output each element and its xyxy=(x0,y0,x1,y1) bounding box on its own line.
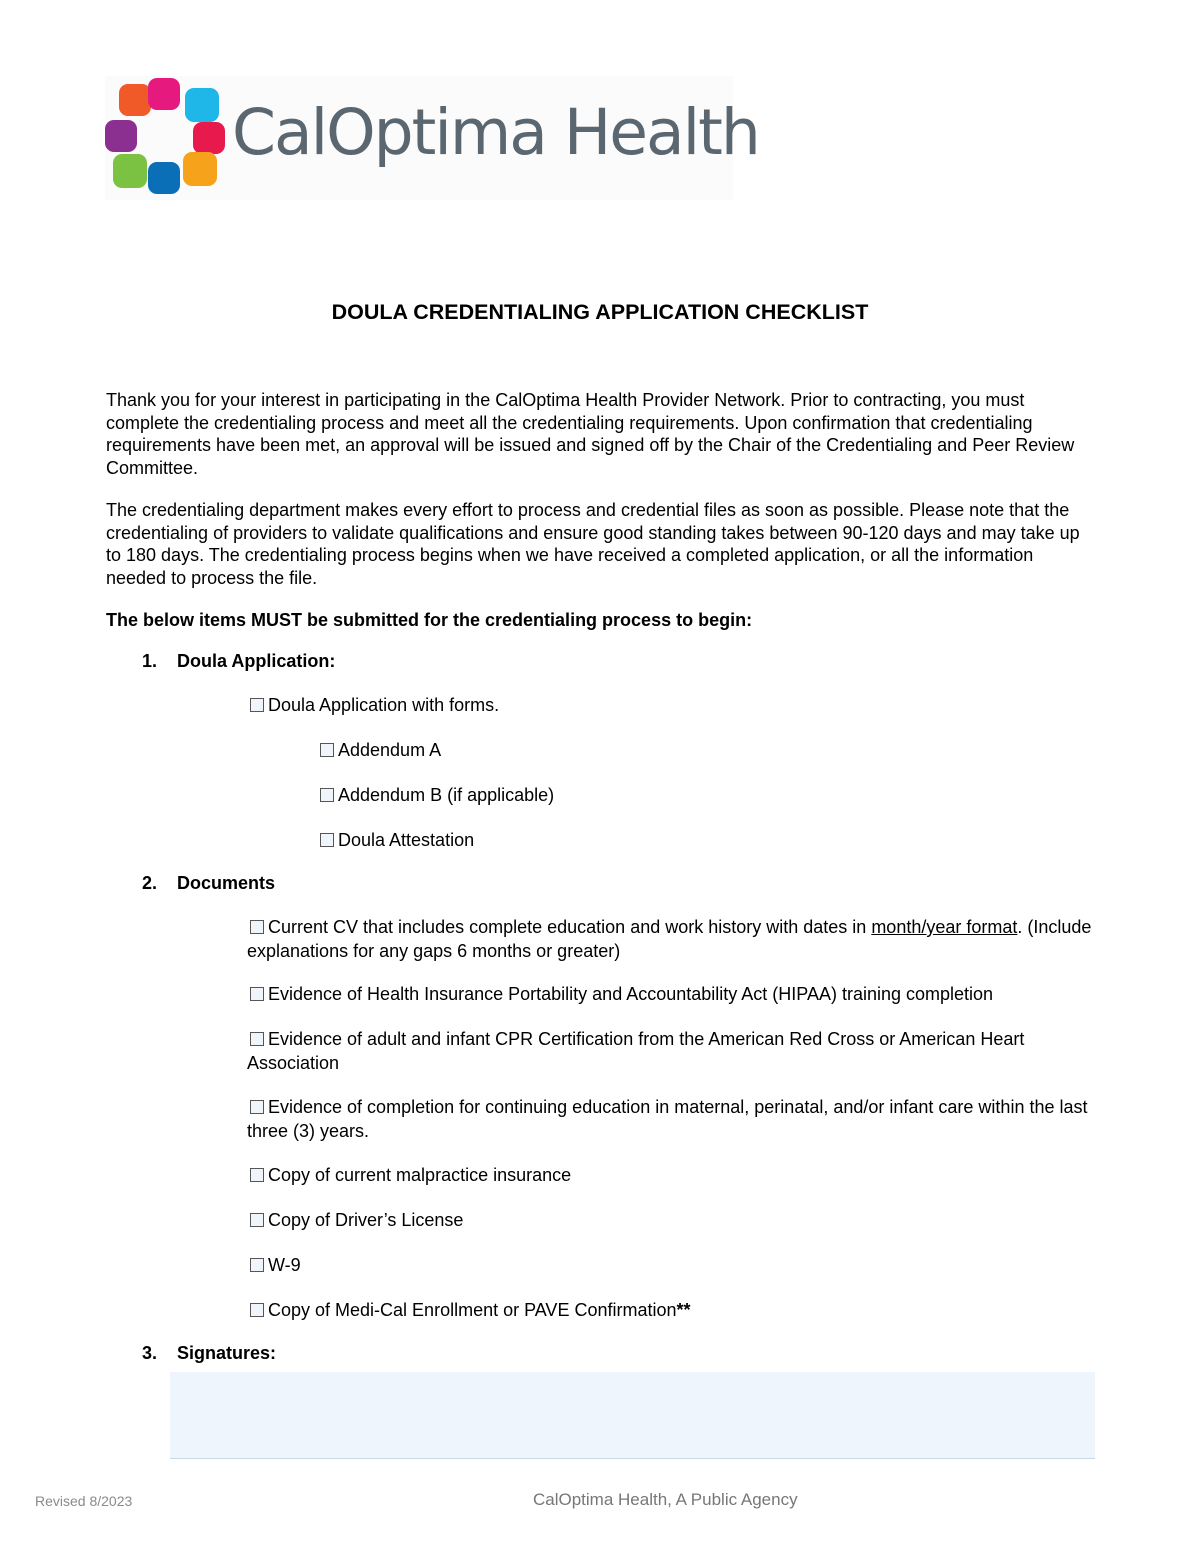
checkbox[interactable] xyxy=(250,1303,264,1317)
page-title: DOULA CREDENTIALING APPLICATION CHECKLIST xyxy=(331,300,869,324)
intro-paragraph: Thank you for your interest in participating in the CalOptima Health Provider Network. Prior to contracting, you must complete the credentialing process and meet all the credentialing requirements. Upon confirmation that credentialing requirements have been met, an approval will be issued and signed off by the Chair of the Credentialing and Peer Review Committee. xyxy=(106,390,1075,479)
section-title: Signatures: xyxy=(177,1343,277,1363)
caloptima-logo xyxy=(105,76,759,200)
checkbox[interactable] xyxy=(250,1168,264,1182)
checklist-item-medi-cal xyxy=(247,1299,1107,1323)
revision-date: Revised 8/2023 xyxy=(35,1493,133,1509)
checkbox[interactable] xyxy=(250,1258,264,1272)
checklist-item-label: Addendum B (if applicable) xyxy=(338,785,555,805)
checklist-item-cv xyxy=(247,916,1107,963)
section-number: 1. xyxy=(142,651,158,671)
signature-field[interactable] xyxy=(170,1372,1095,1459)
processing-paragraph: The credentialing department makes every effort to process and credential files as soon as possible. Please note that the credentialing of providers to validate qualifications and ensure good standing takes between 90-120 days and may take up to 180 days. The credentialing process begins when we have received a completed application, or all the information needed to process the file. xyxy=(106,500,1080,589)
section-number: 3. xyxy=(142,1343,158,1363)
checkbox[interactable] xyxy=(320,833,334,847)
checklist-item-malpractice xyxy=(247,1164,1107,1188)
checklist-item-addendum-b xyxy=(317,784,554,808)
section-title: Documents xyxy=(177,873,276,893)
checklist-item-application xyxy=(247,694,1107,718)
checkbox[interactable] xyxy=(250,1032,264,1046)
checklist-item-label: Doula Application with forms. xyxy=(268,695,500,715)
checklist-item-label: Addendum A xyxy=(338,740,442,760)
checklist-item-w9 xyxy=(247,1254,1107,1278)
checklist-item-cpr xyxy=(247,1028,1107,1075)
checklist-item-drivers-license xyxy=(247,1209,1107,1233)
month-year-format-text: month/year format xyxy=(871,917,1018,937)
logo-wordmark: CalOptima Health xyxy=(232,96,759,169)
checkbox[interactable] xyxy=(250,698,264,712)
checklist-item-continuing-education xyxy=(247,1096,1107,1143)
section-number: 2. xyxy=(142,873,158,893)
checklist-item-addendum-a xyxy=(317,739,441,763)
checklist-item-label: Current CV that includes complete education and work history with dates in xyxy=(268,917,872,937)
requirement-heading: The below items MUST be submitted for the credentialing process to begin: xyxy=(106,610,753,630)
checkbox[interactable] xyxy=(320,788,334,802)
section-title: Doula Application: xyxy=(177,651,336,671)
checklist-item-label: Copy of Driver’s License xyxy=(268,1210,464,1230)
checklist-item-label: Evidence of Health Insurance Portability and Accountability Act (HIPAA) training completion xyxy=(268,984,994,1004)
checklist-item-label: Copy of Medi-Cal Enrollment or PAVE Confirmation xyxy=(268,1300,677,1320)
checklist-item-label: Evidence of adult and infant CPR Certification from the American Red Cross or American Heart Association xyxy=(247,1029,1025,1073)
footnote-mark: ** xyxy=(676,1300,691,1320)
checklist-item-label: Evidence of completion for continuing education in maternal, perinatal, and/or infant care within the last three (3) years. xyxy=(247,1097,1088,1141)
caloptima-mark-icon xyxy=(105,76,231,200)
checkbox[interactable] xyxy=(250,987,264,1001)
checklist-item-label: Copy of current malpractice insurance xyxy=(268,1165,572,1185)
checklist-item-label: W-9 xyxy=(268,1255,301,1275)
checkbox[interactable] xyxy=(250,920,264,934)
section-documents xyxy=(142,873,275,894)
footer-agency: CalOptima Health, A Public Agency xyxy=(533,1490,798,1509)
section-doula-application xyxy=(142,651,335,672)
section-signatures xyxy=(142,1343,276,1364)
checkbox[interactable] xyxy=(320,743,334,757)
checkbox[interactable] xyxy=(250,1100,264,1114)
checklist-item-label-continued: . (Include explanations for any gaps 6 months or greater) xyxy=(247,917,1092,961)
checklist-item-attestation xyxy=(317,829,474,853)
checkbox[interactable] xyxy=(250,1213,264,1227)
checklist-item-label: Doula Attestation xyxy=(338,830,475,850)
checklist-item-hipaa xyxy=(247,983,1107,1007)
